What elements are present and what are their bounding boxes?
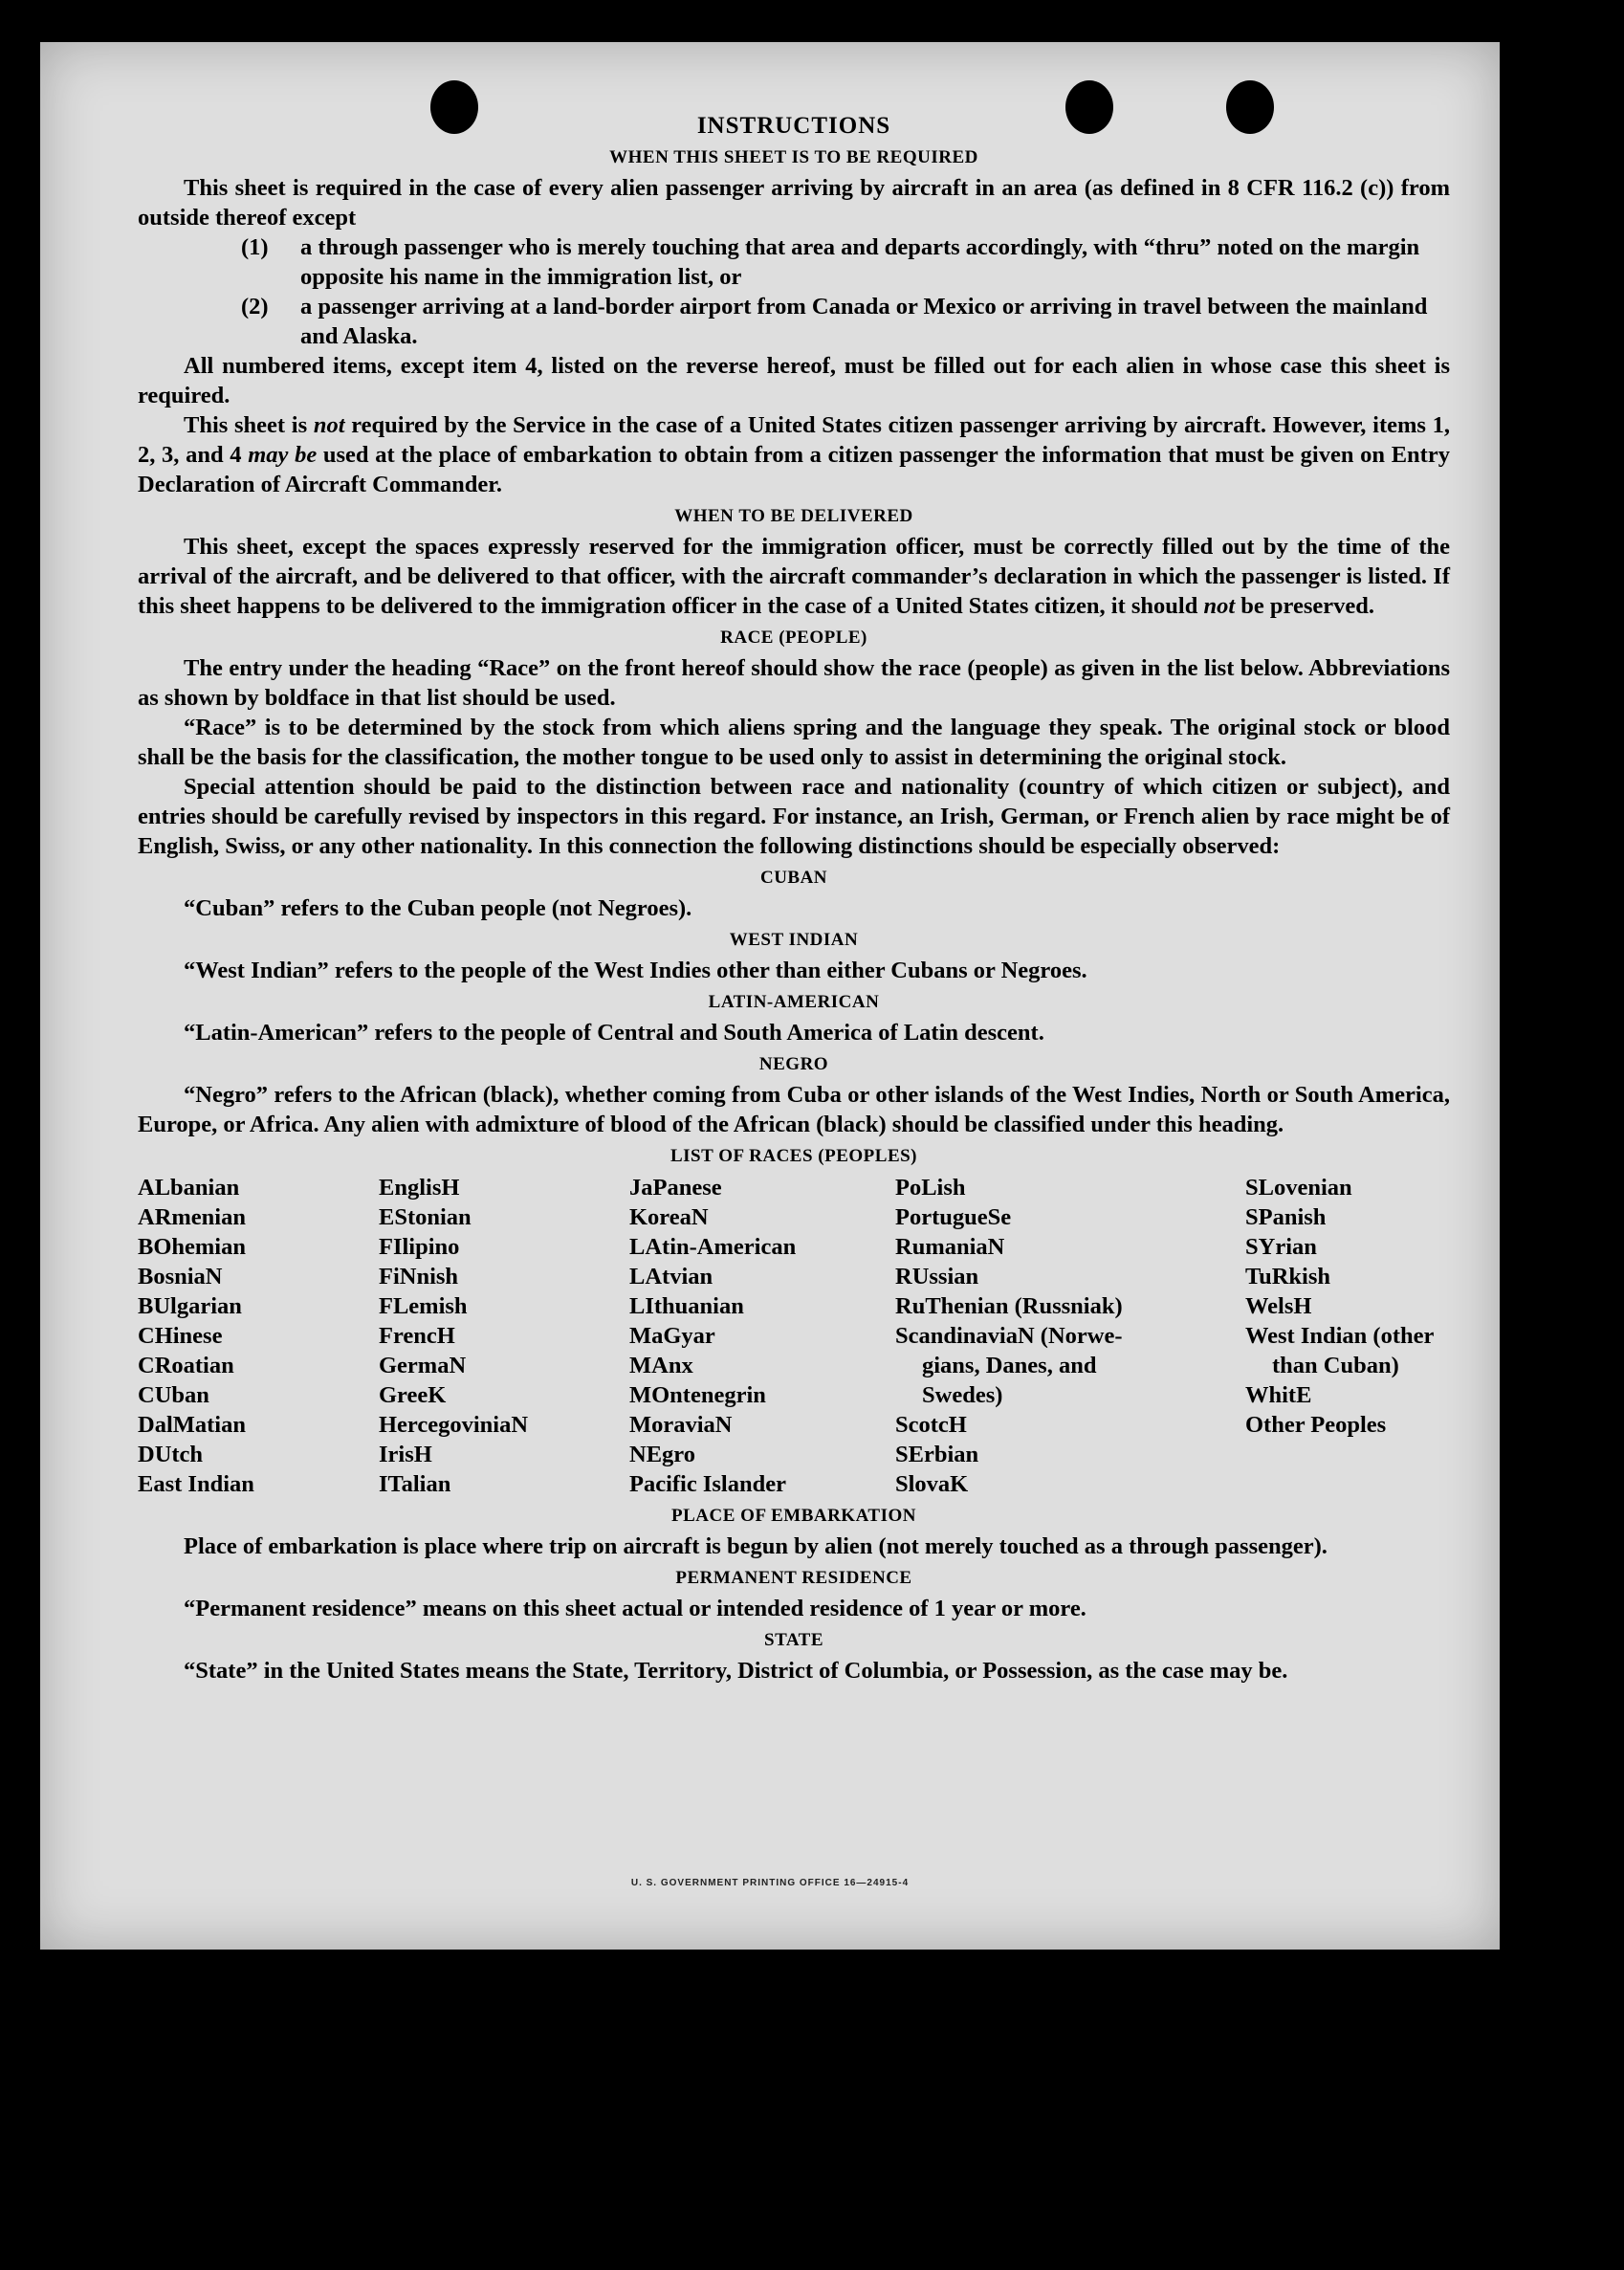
race-entry: HercegoviniaN	[379, 1412, 529, 1438]
race-entry: SLovenian	[1245, 1175, 1352, 1201]
race-entry: KoreaN	[629, 1204, 709, 1230]
race-entry: MAnx	[629, 1353, 693, 1378]
emphasis-not: not	[1203, 593, 1236, 619]
race-entry: EnglisH	[379, 1175, 460, 1201]
heading-when-required: WHEN THIS SHEET IS TO BE REQUIRED	[609, 147, 978, 167]
heading-when-delivered: WHEN TO BE DELIVERED	[674, 506, 913, 526]
race-column	[1245, 1173, 1450, 1499]
embarkation-text: Place of embarkation is place where trip on aircraft is begun by alien (not merely touched as a through passenger).	[184, 1533, 1328, 1559]
race-list-table	[138, 1173, 1450, 1499]
heading-latin-american: LATIN-AMERICAN	[708, 992, 880, 1012]
item-number: (2)	[241, 294, 269, 320]
race-entry: GermaN	[379, 1353, 467, 1378]
race-entry: Other Peoples	[1245, 1412, 1387, 1438]
race-entry: LAtin-American	[629, 1234, 797, 1260]
race-entry: RuThenian (Russniak)	[895, 1293, 1123, 1319]
text-segment: required by the Service in the case of a United States citizen passenger arriving by aircraft. However, items 1, 2, 3, and 4	[138, 412, 1450, 468]
race-entry: JaPanese	[629, 1175, 722, 1201]
race-entry: BUlgarian	[138, 1293, 242, 1319]
race-entry: FIlipino	[379, 1234, 460, 1260]
race-entry: than Cuban)	[1272, 1353, 1399, 1378]
race-entry: Swedes)	[922, 1382, 1003, 1408]
item-text: a passenger arriving at a land-border airport from Canada or Mexico or arriving in travel between the mainland and Alaska.	[300, 294, 1428, 349]
race-entry: MoraviaN	[629, 1412, 733, 1438]
race-entry: FLemish	[379, 1293, 468, 1319]
cuban-text: “Cuban” refers to the Cuban people (not Negroes).	[184, 895, 692, 921]
heading-place-of-embarkation: PLACE OF EMBARKATION	[671, 1506, 916, 1526]
race-entry: DalMatian	[138, 1412, 246, 1438]
race-entry: WelsH	[1245, 1293, 1312, 1319]
race-entry: SYrian	[1245, 1234, 1317, 1260]
west-indian-text: “West Indian” refers to the people of the West Indies other than either Cubans or Negroes.	[184, 958, 1087, 983]
heading-list-of-races: LIST OF RACES (PEOPLES)	[669, 1146, 918, 1166]
heading-state: STATE	[764, 1630, 823, 1650]
race-entry: CRoatian	[138, 1353, 234, 1378]
race-entry: NEgro	[629, 1442, 695, 1467]
race-entry: DUtch	[138, 1442, 204, 1467]
item-text: a through passenger who is merely touching that area and departs accordingly, with “thru” noted on the margin opposite his name in the immigration list, or	[300, 234, 1420, 290]
latin-american-text: “Latin-American” refers to the people of Central and South America of Latin descent.	[184, 1020, 1044, 1046]
race-entry: LAtvian	[629, 1264, 713, 1289]
race-entry: MOntenegrin	[629, 1382, 766, 1408]
heading-race: RACE (PEOPLE)	[720, 628, 867, 648]
negro-text: “Negro” refers to the African (black), whether coming from Cuba or other islands of the West Indies, North or South America, Europe, or Africa. Any alien with admixture of blood of the African (black) should be classified under this heading.	[138, 1082, 1450, 1137]
race-column	[138, 1173, 379, 1499]
race-entry: RumaniaN	[895, 1234, 1005, 1260]
heading-west-indian: WEST INDIAN	[729, 930, 859, 950]
race-entry: PoLish	[895, 1175, 966, 1201]
heading-cuban: CUBAN	[759, 868, 828, 888]
race-entry: TuRkish	[1245, 1264, 1331, 1289]
race-entry: CUban	[138, 1382, 209, 1408]
required-intro: This sheet is required in the case of every alien passenger arriving by aircraft in an area (as defined in 8 CFR 116.2 (c)) from outside thereof except	[138, 175, 1450, 231]
race-column	[629, 1173, 895, 1499]
race-entry: SlovaK	[895, 1471, 969, 1497]
instructions-content	[138, 111, 1450, 1686]
race-entry: BOhemian	[138, 1234, 246, 1260]
race-entry: LIthuanian	[629, 1293, 744, 1319]
state-text: “State” in the United States means the State, Territory, District of Columbia, or Possession, as the case may be.	[184, 1658, 1288, 1684]
race-entry: BosniaN	[138, 1264, 223, 1289]
race-entry: CHinese	[138, 1323, 223, 1349]
race-entry: ScandinaviaN (Norwe-	[895, 1323, 1123, 1349]
citizen-paragraph	[138, 410, 1450, 499]
race-entry: ARmenian	[138, 1204, 246, 1230]
text-segment: used at the place of embarkation to obtain from a citizen passenger the information that must be given on Entry Declaration of Aircraft Commander.	[138, 442, 1450, 497]
race-entry: ScotcH	[895, 1412, 967, 1438]
printing-office-footer: U. S. GOVERNMENT PRINTING OFFICE 16—24915-4	[630, 1878, 910, 1888]
text-segment: be preserved.	[1235, 593, 1374, 619]
race-entry: ITalian	[379, 1471, 451, 1497]
text-segment: This sheet, except the spaces expressly reserved for the immigration officer, must be correctly filled out by the time of the arrival of the aircraft, and be delivered to that officer, with the aircraft commander’s declaration in which the passenger is listed. If this sheet happens to be delivered to the immigration officer in the case of a United States citizen, it should	[138, 534, 1450, 619]
item-number: (1)	[241, 234, 269, 260]
race-entry: EStonian	[379, 1204, 472, 1230]
exception-item-1	[138, 232, 1450, 292]
race-entry: gians, Danes, and	[922, 1353, 1097, 1378]
race-paragraph-1: The entry under the heading “Race” on the front hereof should show the race (people) as given in the list below. Abbreviations as shown by boldface in that list should be used.	[138, 655, 1450, 711]
race-paragraph-2: “Race” is to be determined by the stock from which aliens spring and the language they speak. The original stock or blood shall be the basis for the classification, the mother tongue to be used only to assist in determining the original stock.	[138, 715, 1450, 770]
race-entry: GreeK	[379, 1382, 447, 1408]
residence-text: “Permanent residence” means on this sheet actual or intended residence of 1 year or more.	[184, 1596, 1086, 1621]
heading-permanent-residence: PERMANENT RESIDENCE	[675, 1568, 912, 1588]
race-entry: WhitE	[1245, 1382, 1312, 1408]
race-entry: FiNnish	[379, 1264, 459, 1289]
race-entry: ALbanian	[138, 1175, 240, 1201]
race-column	[895, 1173, 1245, 1499]
race-entry: IrisH	[379, 1442, 432, 1467]
race-paragraph-3: Special attention should be paid to the distinction between race and nationality (country of which citizen or subject), and entries should be carefully revised by inspectors in this regard. For instance, an Irish, German, or French alien by race might be of English, Swiss, or any other nationality. In this connection the following distinctions should be especially observed:	[138, 774, 1450, 859]
race-entry: PortugueSe	[895, 1204, 1012, 1230]
heading-negro: NEGRO	[758, 1054, 829, 1074]
exception-item-2	[138, 292, 1450, 351]
race-entry: RUssian	[895, 1264, 979, 1289]
delivered-paragraph	[138, 532, 1450, 621]
race-entry: East Indian	[138, 1471, 254, 1497]
race-entry: West Indian (other	[1245, 1323, 1435, 1349]
emphasis-may-be: may be	[248, 442, 318, 468]
race-column	[379, 1173, 629, 1499]
race-entry: Pacific Islander	[629, 1471, 786, 1497]
race-entry: FrencH	[379, 1323, 455, 1349]
numbered-items-paragraph: All numbered items, except item 4, listed on the reverse hereof, must be filled out for each alien in whose case this sheet is required.	[138, 353, 1450, 408]
race-entry: SErbian	[895, 1442, 979, 1467]
text-segment: This sheet is	[184, 412, 314, 438]
race-entry: SPanish	[1245, 1204, 1327, 1230]
race-entry: MaGyar	[629, 1323, 715, 1349]
page-title: INSTRUCTIONS	[696, 113, 891, 139]
emphasis-not: not	[313, 412, 345, 438]
